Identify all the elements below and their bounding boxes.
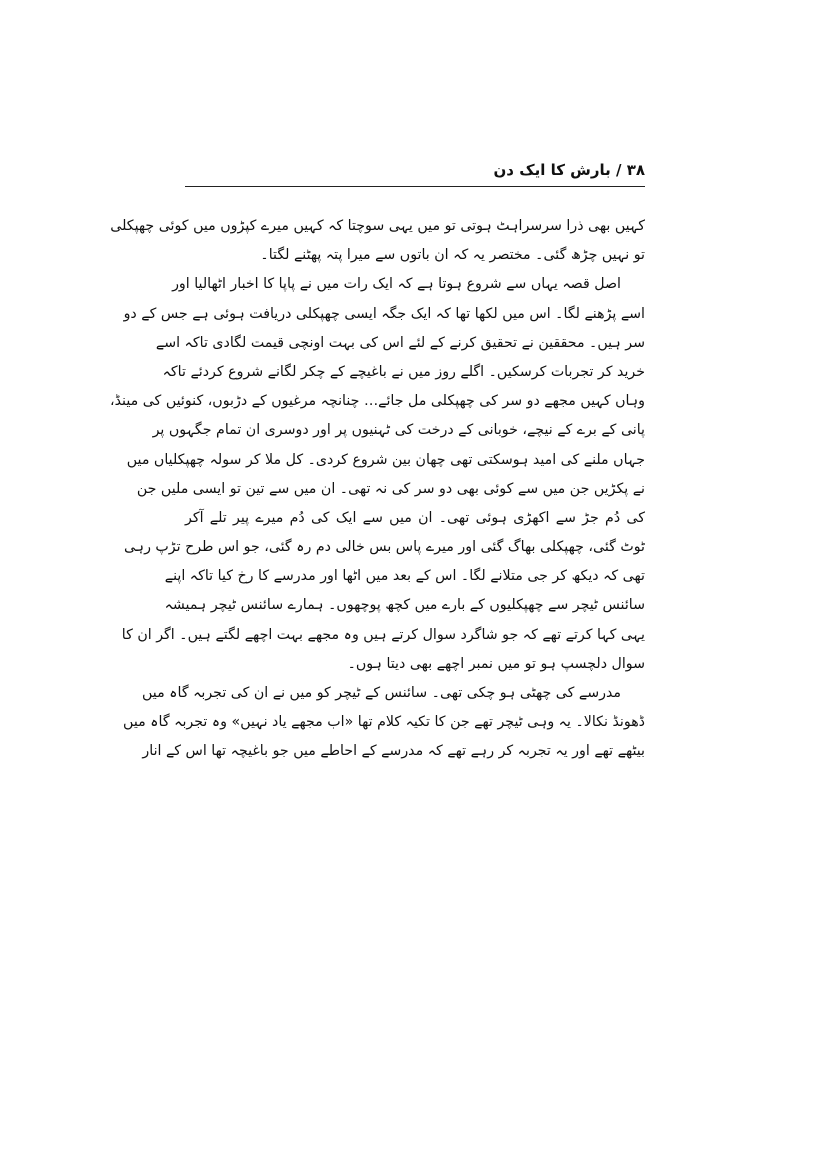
text-line: یہی کہا کرتے تھے کہ جو شاگرد سوال کرتے ہیں وہ مجھے بہت اچھے لگتے ہیں۔ اگر ان کا [121,626,645,643]
text-line: وہاں کہیں مجھے دو سر کی چھپکلی مل جائے… چنانچہ مرغیوں کے دڑبوں، کنوئیں کی مینڈ، [110,393,645,410]
header-rule [185,186,645,187]
text-line: کہیں بھی ذرا سرسراہٹ ہوتی تو میں یہی سوچتا کہ کہیں میرے کپڑوں میں کوئی چھپکلی [110,218,645,234]
text-line: کی دُم جڑ سے اکھڑی ہوئی تھی۔ ان میں سے ایک کی دُم میرے پیر تلے آکر [185,509,645,526]
text-line: جہاں ملنے کی امید ہوسکتی تھی چھان بین شروع کردی۔ کل ملا کر سولہ چھپکلیاں میں [126,451,645,468]
running-header: ۳۸ / بارش کا ایک دن [493,161,645,179]
text-line: اسے پڑھنے لگا۔ اس میں لکھا تھا کہ ایک جگہ ایسی چھپکلی دریافت ہوئی ہے جس کے دو [123,305,645,322]
text-line: خرید کر تجربات کرسکیں۔ اگلے روز میں نے باغیچے کے چکر لگانے شروع کردئے تاکہ [162,363,645,380]
text-line: بیٹھے تھے اور یہ تجربہ کر رہے تھے کہ مدرسے کے احاطے میں جو باغیچہ تھا اس کے انار [142,743,645,760]
body-text [110,212,645,767]
text-line: سر ہیں۔ محققین نے تحقیق کرنے کے لئے اس کی بہت اونچی قیمت لگادی تاکہ اسے [155,334,645,351]
text-line: پانی کے برے کے نیچے، خوبانی کے درخت کی ٹہنیوں پر اور دوسری ان تمام جگہوں پر [152,422,645,439]
text-line: مدرسے کی چھٹی ہو چکی تھی۔ سائنس کے ٹیچر کو میں نے ان کی تجربہ گاہ میں [142,685,621,701]
text-line: سوال دلچسپ ہو تو میں نمبر اچھے بھی دیتا ہوں۔ [347,655,645,672]
text-line: سائنس ٹیچر سے چھپکلیوں کے بارے میں کچھ پوچھوں۔ ہمارے سائنس ٹیچر ہمیشہ [164,597,645,614]
text-line: ڈھونڈ نکالا۔ یہ وہی ٹیچر تھے جن کا تکیہ کلام تھا «اب مجھے یاد نہیں» وہ تجربہ گاہ میں [123,714,645,731]
text-line: اصل قصہ یہاں سے شروع ہوتا ہے کہ ایک رات میں نے پاپا کا اخبار اٹھالیا اور [172,276,621,293]
text-line: ٹوٹ گئی، چھپکلی بھاگ گئی اور میرے پاس بس خالی دم رہ گئی، جو اس طرح تڑپ رہی [123,539,645,556]
text-line: تھی کہ دیکھ کر جی متلانے لگا۔ اس کے بعد میں اٹھا اور مدرسے کا رخ کیا تاکہ اپنے [164,568,645,585]
text-line: نے پکڑیں جن میں سے کوئی بھی دو سر کی نہ تھی۔ ان میں سے تین تو ایسی ملیں جن [136,480,645,497]
text-line: تو نہیں چڑھ گئی۔ مختصر یہ کہ ان باتوں سے میرا پتہ پھٹنے لگتا۔ [260,247,645,264]
